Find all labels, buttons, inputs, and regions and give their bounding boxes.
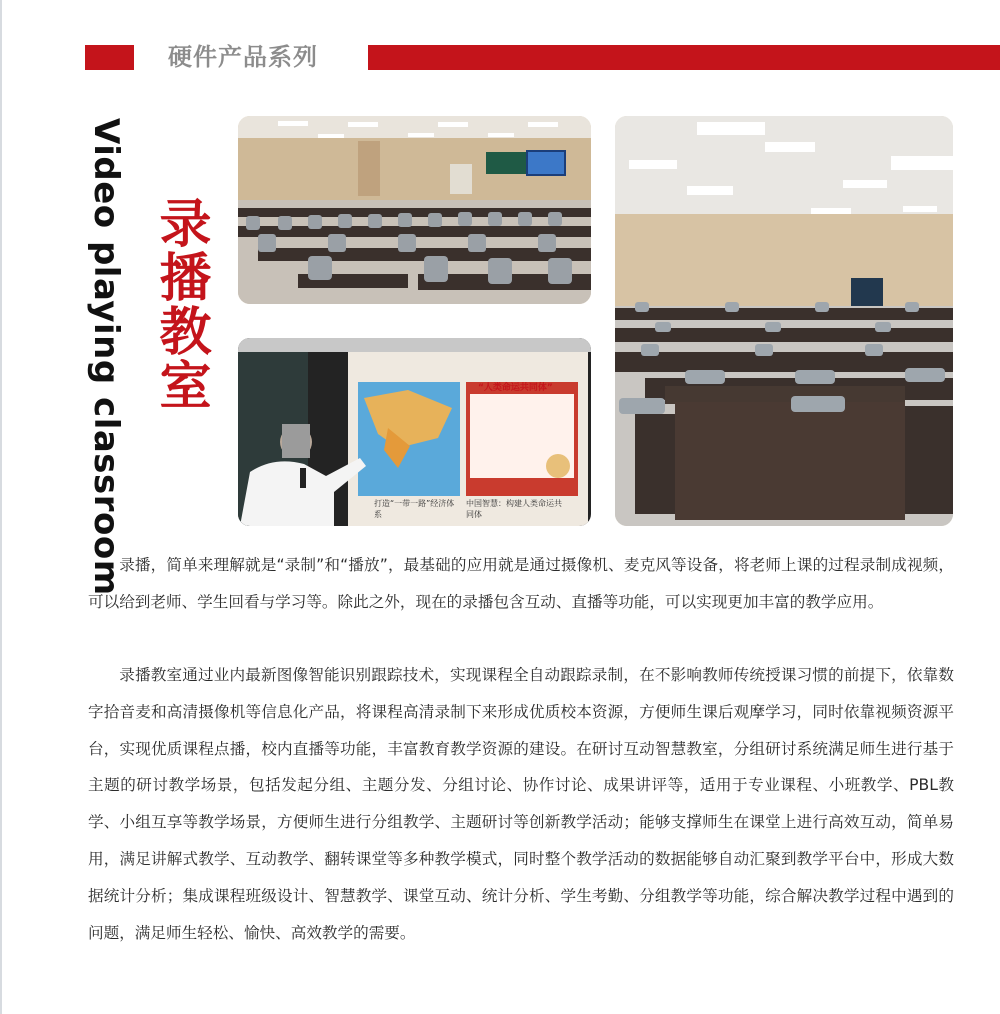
- english-title: Video playing classroom: [86, 118, 126, 596]
- section-title: 硬件产品系列: [168, 43, 318, 71]
- header-red-block: [85, 45, 134, 70]
- body-paragraph-1: 录播，简单来理解就是“录制”和“播放”，最基础的应用就是通过摄像机、麦克风等设备，将老师上课的过程录制成视频，可以给到老师、学生回看与学习等。除此之外，现在的录播包含互动、直播等功能，可以实现更加丰富的教学应用。: [88, 556, 954, 611]
- lecture-room-photo: [615, 116, 953, 526]
- body-paragraph-2: 录播教室通过业内最新图像智能识别跟踪技术，实现课程全自动跟踪录制，在不影响教师传统授课习惯的前提下，依靠数字拾音麦和高清摄像机等信息化产品，将课程高清录制下来形成优质校本资源，方便师生课后观摩学习，同时依靠视频资源平台，实现优质课程点播，校内直播等功能，丰富教育教学资源的建设。在研讨互动智慧教室，分组研讨系统满足师生进行基于主题的研讨教学场景，包括发起分组、主题分发、分组讨论、协作讨论、成果讲评等，适用于专业课程、小班教学、PBL教学、小组互享等教学场景，方便师生进行分组教学、主题研讨等创新教学活动；能够支撑师生在课堂上进行高效互动，简单易用，满足讲解式教学、互动教学、翻转课堂等多种教学模式，同时整个教学活动的数据能够自动汇聚到教学平台中，形成大数据统计分析；集成课程班级设计、智慧教学、课堂互动、统计分析、学生考勤、分组教学等功能，综合解决教学过程中遇到的问题，满足师生轻松、愉快、高效教学的需要。: [88, 666, 954, 942]
- slide-caption-right: 中国智慧：构建人类命运共同体: [466, 499, 562, 519]
- page-edge-line: [0, 0, 2, 1014]
- teacher-presentation-photo: [238, 338, 591, 526]
- header-red-bar: [368, 45, 1000, 70]
- chinese-title: 录播教室: [150, 196, 210, 412]
- classroom-photo-1: [238, 116, 591, 304]
- slide-heading: “人类命运共同体”: [478, 383, 553, 393]
- slide-caption-left: 打造“一带一路”经济体系: [374, 499, 455, 519]
